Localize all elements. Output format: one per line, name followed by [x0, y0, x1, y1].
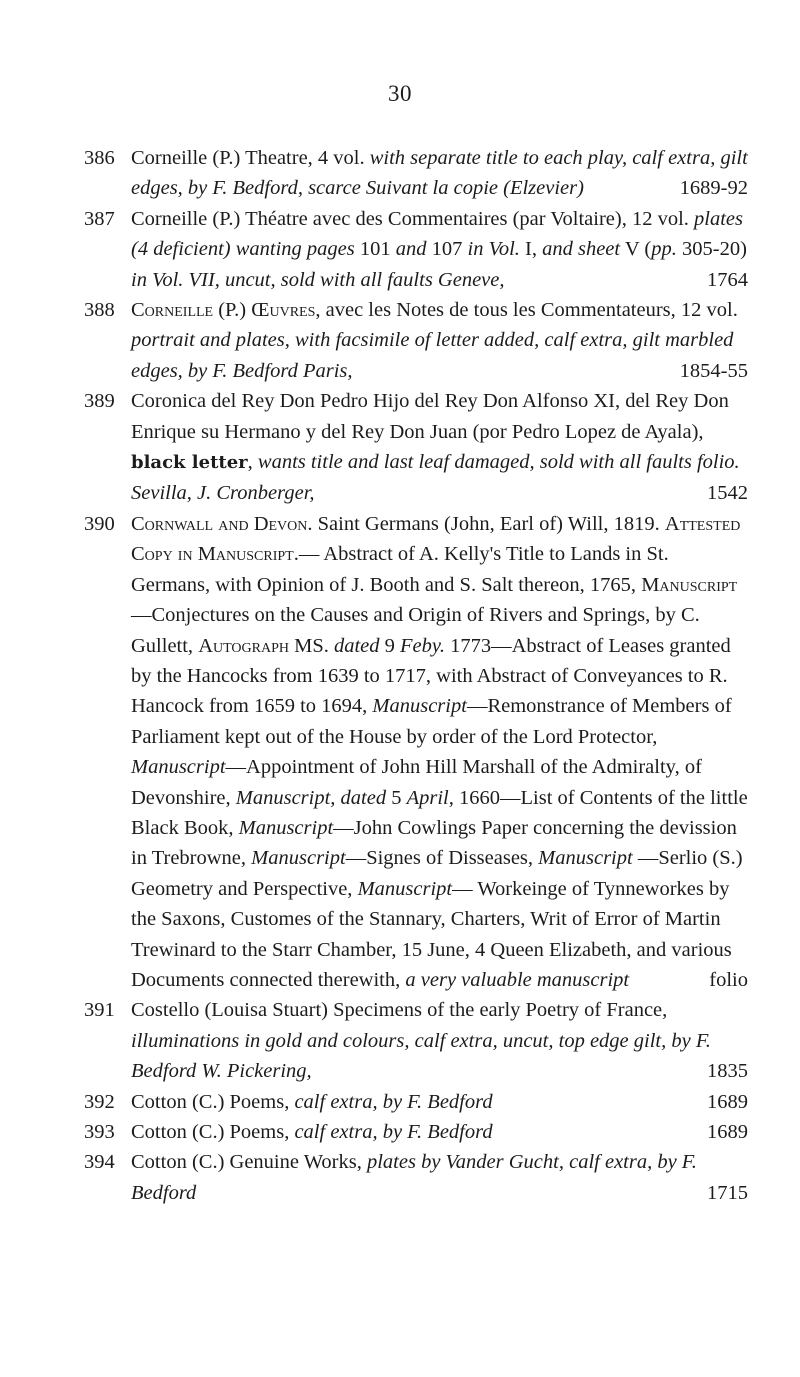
entry-text: Corneille (P.) Theatre, 4 vol. — [131, 147, 370, 169]
entry-italic-text: in Vol. VII, uncut, sold with all faults Geneve, — [131, 268, 505, 291]
entry-text: — Workeinge of Tynneworkes by the Saxons, Customes of the Stannary, Charters, Writ of Error of Martin Trewinard to the Starr Chamber, 15 June, 4 Queen Elizabeth, and various Documents connected therewith, — [131, 877, 732, 991]
entry-text: 1773—Abstract of Leases granted by the Hancocks from 1639 to 1717, with Abstract of Conveyances to R. Hancock from 1659 to 1694, — [131, 634, 731, 718]
page-number: 30 — [388, 81, 412, 106]
entry-text: —John Cowlings Paper concerning the devission in Trebrowne, — [131, 816, 737, 870]
entry-small-caps-text: Attested Copy in Manuscript — [131, 512, 741, 566]
entry-italic-text: pp. — [651, 238, 677, 261]
catalogue-entry — [84, 386, 748, 509]
entry-body — [131, 143, 748, 204]
entry-text: Corneille (P.) Théatre avec des Commentaires (par Voltaire), 12 vol. — [131, 207, 695, 230]
entry-body — [131, 386, 748, 509]
entry-date: 1689 — [707, 1121, 748, 1143]
entry-italic-text: a very valuable manuscript — [405, 968, 630, 991]
catalogue-entry — [84, 204, 748, 295]
entry-text: —Remonstrance of Members of Parliament kept out of the House by order of the Lord Protector, — [131, 695, 732, 748]
entry-text: Cotton (C.) Genuine Works, — [131, 1151, 367, 1174]
entry-body — [131, 1117, 748, 1147]
entry-body — [131, 509, 748, 996]
entry-text: —Signes of Disseases, — [345, 847, 539, 870]
entry-small-caps-text: Manuscript — [641, 573, 738, 596]
entry-number: 391 — [84, 999, 115, 1022]
entry-date: 1835 — [707, 1060, 748, 1083]
entry-text: , avec les Notes de tous les Commentateurs, 12 vol. — [315, 299, 738, 322]
entry-italic-text: April, — [406, 786, 454, 809]
entry-small-caps-text: Autograph — [198, 634, 289, 657]
catalogue-entry — [84, 295, 748, 386]
entry-text: V ( — [620, 238, 652, 261]
entry-number: 388 — [84, 299, 115, 322]
catalogue-entry — [84, 1117, 748, 1147]
entry-text: .— Abstract of A. Kelly's Title to Lands in St. Germans, with Opinion of J. Booth and S. Salt thereon, 1765, — [131, 543, 669, 596]
entry-text: , — [247, 451, 258, 474]
entry-small-caps-text: Corneille (P.) Œuvres — [131, 299, 316, 322]
entry-italic-text: plates (4 deficient) wanting pages — [131, 207, 743, 261]
entry-body — [131, 295, 748, 386]
entry-number: 386 — [84, 147, 115, 169]
entry-text: —Appointment of John Hill Marshall of the Admiralty, of Devonshire, — [131, 756, 702, 809]
catalogue-entries — [84, 143, 748, 1208]
entry-italic-text: wants title and last leaf damaged, sold with all faults folio. Sevilla, J. Cronberger, — [131, 451, 740, 505]
entry-text: Coronica del Rey Don Pedro Hijo del Rey Don Alfonso XI, del Rey Don Enrique su Hermano y del Rey Don Juan (por Pedro Lopez de Ayala), — [131, 390, 729, 443]
entry-date: 1689-92 — [679, 177, 748, 200]
catalogue-entry — [84, 995, 748, 1086]
entry-italic-text: Feby. — [400, 634, 445, 657]
entry-text: I, — [519, 238, 543, 261]
entry-italic-text: illuminations in gold and colours, calf extra, uncut, top edge gilt, by F. Bedford W. Pickering, — [131, 1029, 711, 1083]
entry-text: 107 — [426, 238, 468, 261]
entry-number: 394 — [84, 1151, 115, 1174]
entry-date: folio — [709, 968, 748, 991]
entry-date: 1689 — [707, 1090, 748, 1113]
entry-number: 393 — [84, 1121, 115, 1143]
entry-text: —Conjectures on the Causes and Origin of Rivers and Springs, by C. Gullett, — [131, 604, 700, 657]
entry-italic-text: Manuscript — [251, 847, 346, 870]
entry-blackletter-text: black letter — [131, 452, 248, 474]
entry-body — [131, 995, 748, 1086]
entry-italic-text: Manuscript — [238, 816, 334, 839]
entry-number: 390 — [84, 512, 115, 535]
entry-small-caps-text: Cornwall and Devon. — [131, 512, 313, 535]
entry-italic-text: and — [395, 238, 427, 261]
entry-date: 1715 — [707, 1181, 748, 1204]
entry-text: 101 — [354, 238, 396, 261]
entry-text: 5 — [386, 786, 407, 809]
entry-text: 1660—List of Contents of the little Black Book, — [131, 786, 748, 839]
entry-text: Costello (Louisa Stuart) Specimens of the early Poetry of France, — [131, 999, 668, 1022]
entry-italic-text: Manuscript — [538, 847, 633, 870]
entry-body — [131, 1147, 748, 1208]
entry-italic-text: Manuscript — [357, 877, 453, 900]
entry-text: MS. — [288, 634, 334, 657]
entry-italic-text: portrait and plates, with facsimile of letter added, calf extra, gilt marbled edges, by F. Bedford Paris, — [131, 329, 734, 382]
entry-text: 9 — [379, 634, 401, 657]
entry-number: 387 — [84, 207, 115, 230]
entry-italic-text: calf extra, by F. Bedford — [294, 1090, 493, 1113]
entry-italic-text: Manuscript — [131, 756, 226, 779]
entry-text: Cotton (C.) Poems, — [131, 1090, 295, 1113]
entry-italic-text: dated — [333, 634, 380, 657]
entry-italic-text: calf extra, by F. Bedford — [294, 1121, 493, 1143]
entry-date: 1764 — [707, 268, 748, 291]
entry-number: 392 — [84, 1090, 115, 1113]
entry-italic-text: with separate title to each play, calf extra, gilt edges, by F. Bedford, scarce Suivant la copie (Elzevier) — [131, 147, 748, 200]
catalogue-entry — [84, 509, 748, 996]
entry-date: 1854-55 — [679, 359, 748, 382]
entry-italic-text: Manuscript — [372, 695, 467, 718]
entry-number: 389 — [84, 390, 115, 413]
entry-text: Cotton (C.) Poems, — [131, 1121, 295, 1143]
entry-italic-text: in Vol. — [467, 238, 520, 261]
entry-text: 305-20) — [676, 238, 747, 261]
catalogue-entry — [84, 1147, 748, 1208]
entry-italic-text: plates by Vander Gucht, calf extra, by F. Bedford — [131, 1151, 697, 1204]
entry-italic-text: and sheet — [542, 238, 621, 261]
entry-text: Saint Germans (John, Earl of) Will, 1819. — [312, 512, 665, 535]
entry-text: —Serlio (S.) Geometry and Perspective, — [131, 847, 743, 900]
catalogue-entry — [84, 143, 748, 204]
entry-italic-text: Manuscript, dated — [235, 786, 387, 809]
entry-date: 1542 — [707, 482, 748, 505]
catalogue-entry — [84, 1087, 748, 1117]
entry-body — [131, 1087, 748, 1117]
entry-body — [131, 204, 748, 295]
